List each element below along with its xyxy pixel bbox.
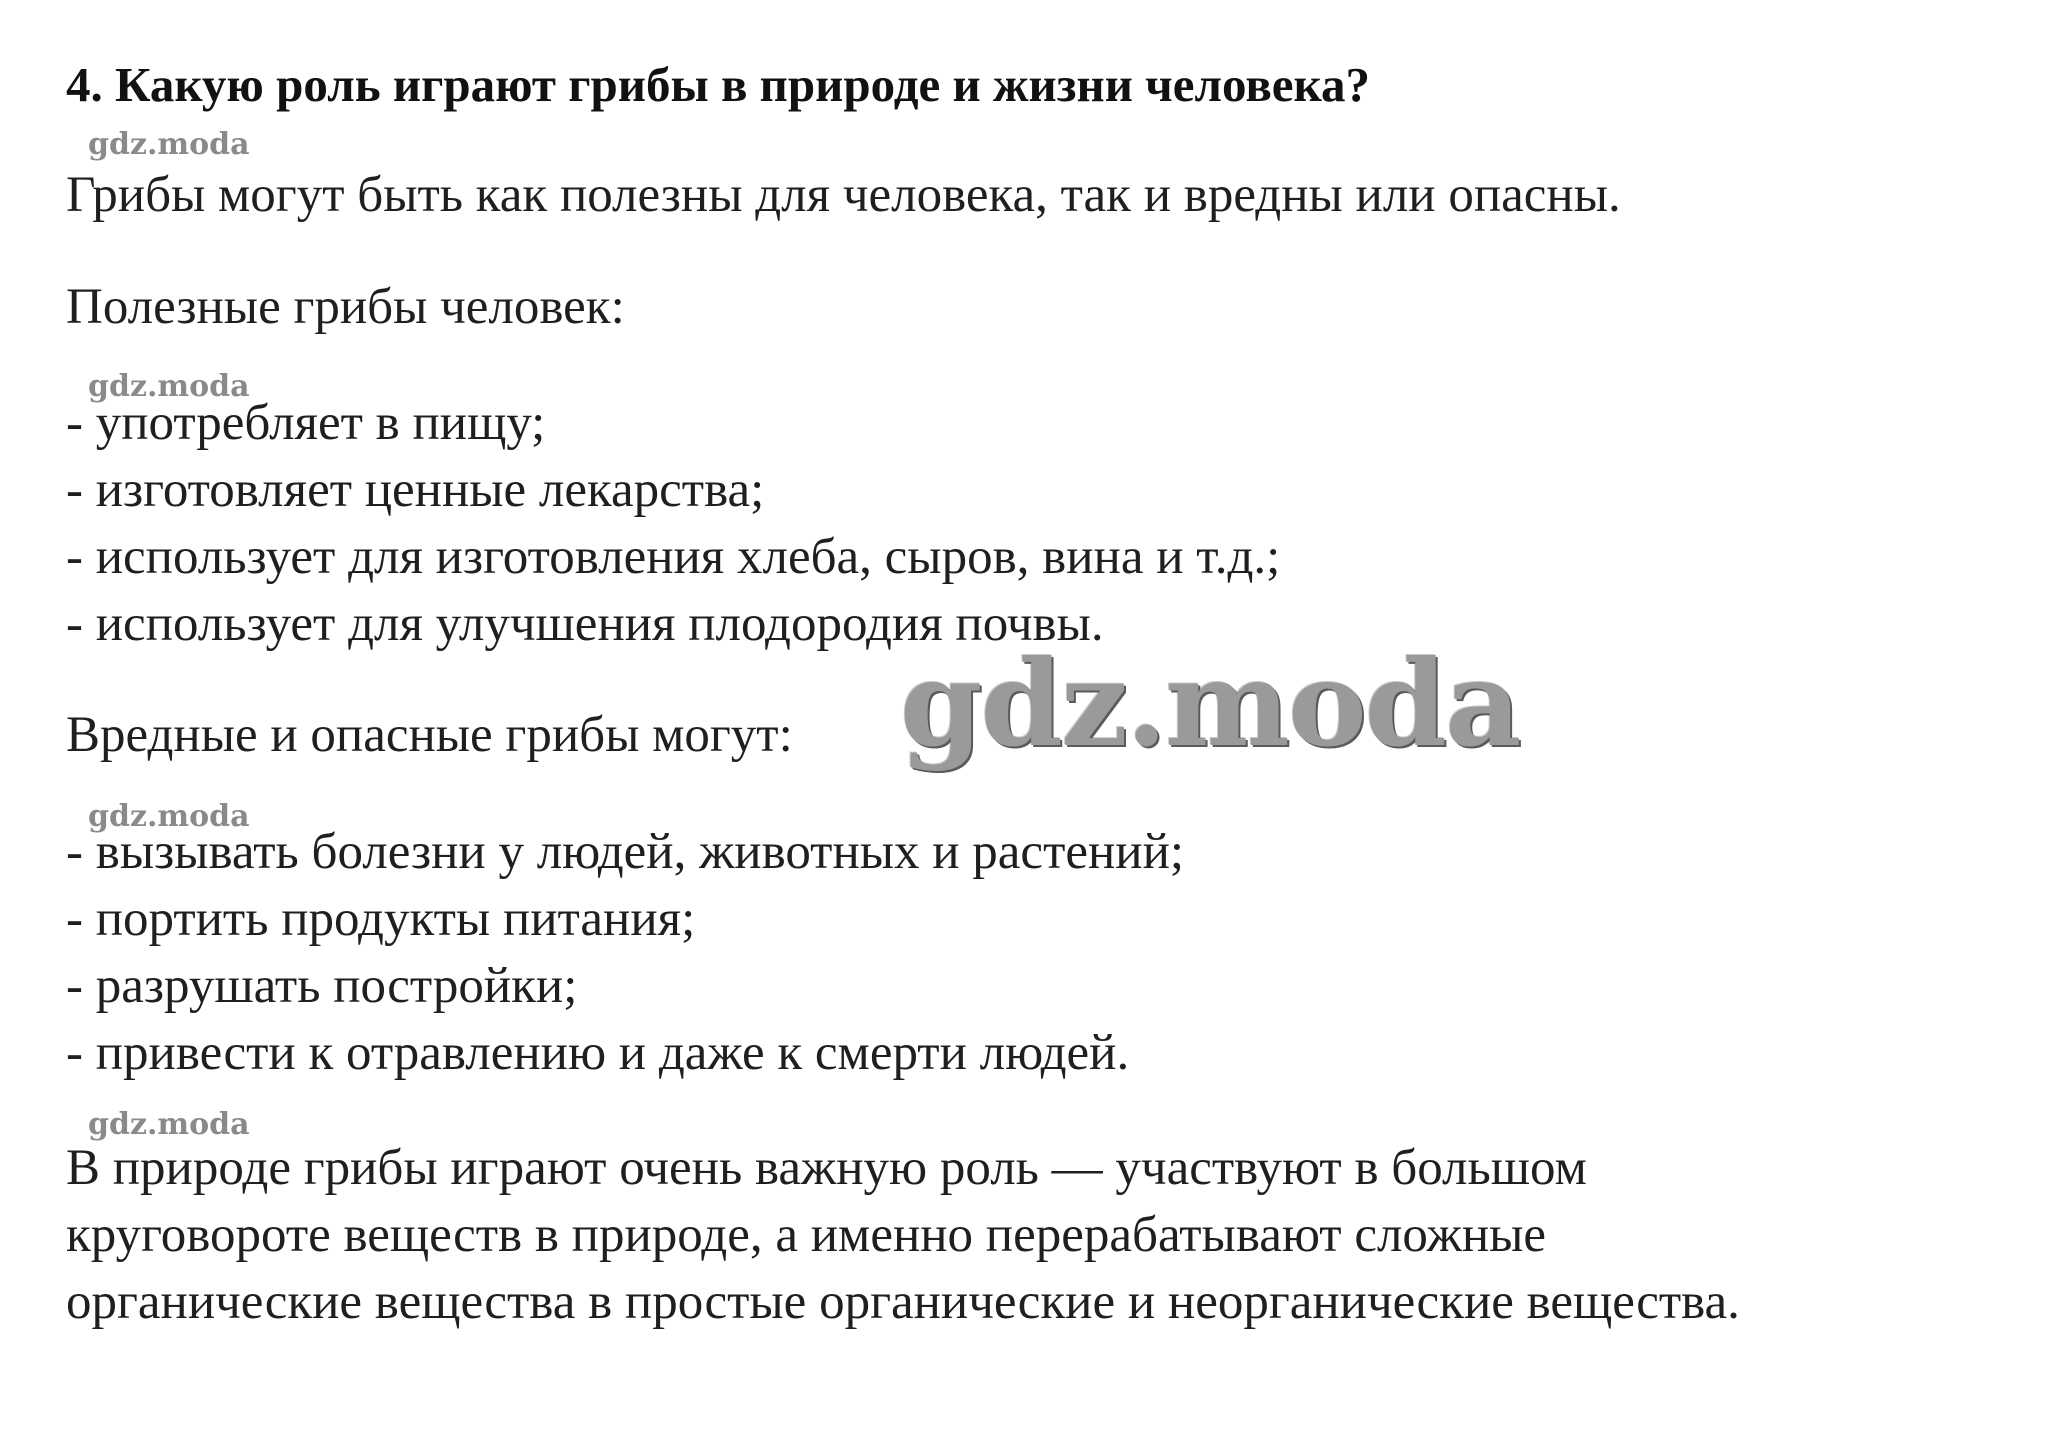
watermark-large: gdz.moda: [900, 634, 1520, 773]
question-heading: 4. Какую роль играют грибы в природе и жизни человека?: [66, 57, 1371, 112]
list-item: - портить продукты питания;: [66, 891, 696, 947]
harmful-heading: Вредные и опасные грибы могут:: [66, 707, 793, 763]
watermark-small: gdz.moda: [88, 1107, 250, 1142]
list-item: - использует для изготовления хлеба, сыров, вина и т.д.;: [66, 529, 1281, 585]
watermark-small: gdz.moda: [88, 369, 250, 404]
useful-heading: Полезные грибы человек:: [66, 279, 625, 335]
watermark-small: gdz.moda: [88, 127, 250, 162]
intro-paragraph: Грибы могут быть как полезны для человека, так и вредны или опасны.: [66, 167, 1621, 223]
list-item: - разрушать постройки;: [66, 958, 578, 1014]
list-item: - употребляет в пищу;: [66, 395, 546, 451]
conclusion-line: органические вещества в простые органические и неорганические вещества.: [66, 1274, 1740, 1330]
conclusion-line: круговороте веществ в природе, а именно перерабатывают сложные: [66, 1207, 1547, 1263]
conclusion-line: В природе грибы играют очень важную роль — участвуют в большом: [66, 1140, 1587, 1196]
list-item: - привести к отравлению и даже к смерти людей.: [66, 1025, 1130, 1081]
watermark-small: gdz.moda: [88, 799, 250, 834]
list-item: - вызывать болезни у людей, животных и растений;: [66, 824, 1185, 880]
list-item: - изготовляет ценные лекарства;: [66, 462, 765, 518]
list-item: - использует для улучшения плодородия почвы.: [66, 596, 1104, 652]
